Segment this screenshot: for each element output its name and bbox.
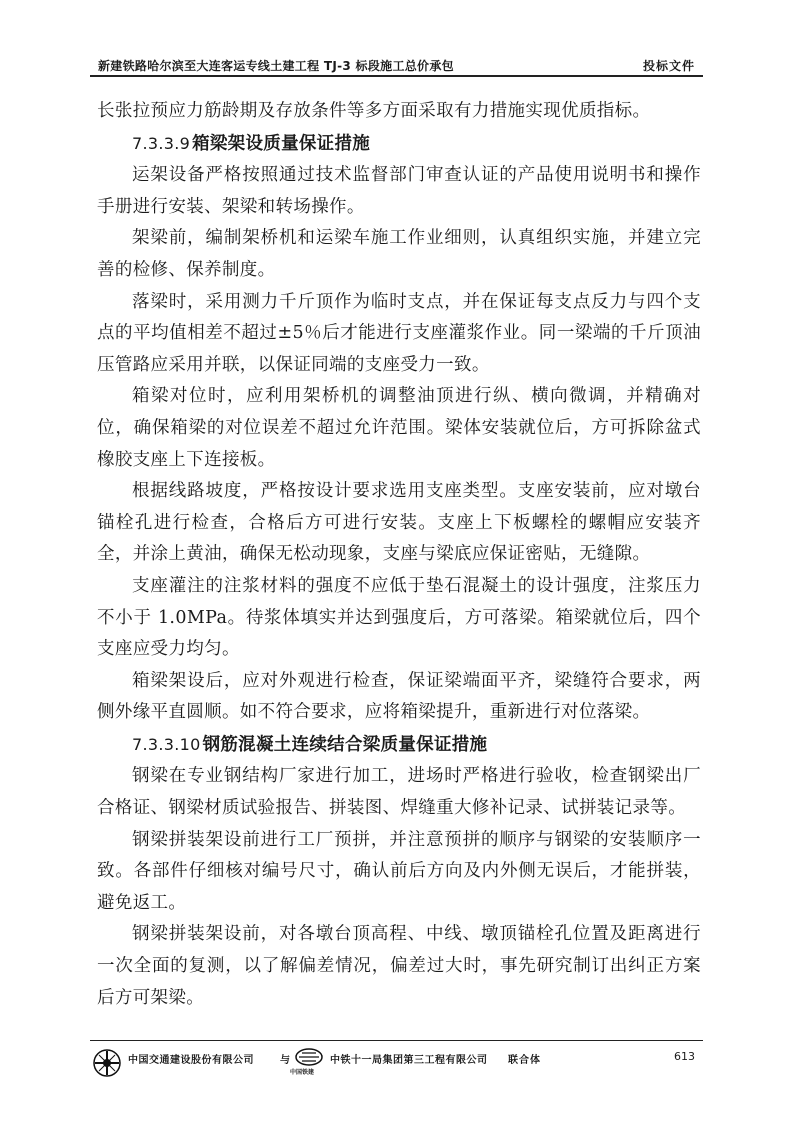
paragraph: 箱梁对位时，应利用架桥机的调整油顶进行纵、横向微调，并精确对位，确保箱梁的对位误差不超过允许范围。梁体安装就位后，方可拆除盆式橡胶支座上下连接板。 [97, 386, 701, 470]
paragraph: 钢梁拼装架设前，对各墩台顶高程、中线、墩顶锚栓孔位置及距离进行一次全面的复测，以了解偏差情况，偏差过大时，事先研究制订出纠正方案后方可架梁。 [97, 924, 701, 1008]
page-number: 613 [674, 1050, 695, 1063]
paragraph: 架梁前，编制架桥机和运梁车施工作业细则，认真组织实施，并建立完善的检修、保养制度。 [97, 228, 701, 280]
footer-joint-venture: 联合体 [508, 1055, 541, 1066]
paragraph: 长张拉预应力筋龄期及存放条件等多方面采取有力措施实现优质指标。 [97, 101, 651, 121]
paragraph: 箱梁架设后，应对外观进行检查，保证梁端面平齐，梁缝符合要求，两侧外缘平直圆顺。如不符合要求，应将箱梁提升，重新进行对位落梁。 [97, 670, 701, 723]
paragraph: 钢梁在专业钢结构厂家进行加工，进场时严格进行验收，检查钢梁出厂合格证、钢梁材质试验报告、拼装图、焊缝重大修补记录、试拼装记录等。 [97, 766, 701, 819]
section-heading [97, 729, 701, 762]
footer-company-2: 中铁十一局集团第三工程有限公司 [330, 1055, 488, 1066]
section-number: 7.3.3.9 [132, 133, 191, 153]
cccc-logo-icon [92, 1048, 122, 1078]
paragraph: 落梁时，采用测力千斤顶作为临时支点，并在保证每支点反力与四个支点的平均值相差不超过±5％后才能进行支座灌浆作业。同一梁端的千斤顶油压管路应采用并联，以保证同端的支座受力一致。 [97, 291, 701, 375]
header-doc-type: 投标文件 [642, 59, 695, 73]
section-number: 7.3.3.10 [132, 734, 201, 754]
paragraph: 运架设备严格按照通过技术监督部门审查认证的产品使用说明书和操作手册进行安装、架梁和转场操作。 [97, 165, 701, 217]
crcc-logo-icon [294, 1047, 324, 1067]
footer-conjunction: 与 [280, 1055, 290, 1066]
crcc-logo-text: 中国铁建 [290, 1069, 315, 1076]
section-title: 箱梁架设质量保证措施 [192, 133, 371, 154]
page-header [90, 53, 703, 77]
page-footer [90, 1040, 703, 1084]
paragraph: 支座灌注的注浆材料的强度不应低于垫石混凝土的设计强度，注浆压力不小于 1.0MPa。待浆体填实并达到强度后，方可落梁。箱梁就位后，四个支座应受力均匀。 [97, 575, 701, 660]
footer-company-1: 中国交通建设股份有限公司 [128, 1055, 254, 1066]
paragraph: 根据线路坡度，严格按设计要求选用支座类型。支座安装前，应对墩台锚栓孔进行检查，合格后方可进行安装。支座上下板螺栓的螺帽应安装齐全，并涂上黄油，确保无松动现象，支座与梁底应保证密贴，无缝隙。 [97, 481, 701, 565]
header-title: 新建铁路哈尔滨至大连客运专线土建工程 TJ-3 标段施工总价承包 [98, 59, 454, 73]
section-heading [97, 128, 701, 161]
section-title: 钢筋混凝土连续结合梁质量保证措施 [202, 734, 488, 755]
paragraph: 钢梁拼装架设前进行工厂预拼，并注意预拼的顺序与钢梁的安装顺序一致。各部件仔细核对编号尺寸，确认前后方向及内外侧无误后，才能拼装，避免返工。 [97, 829, 701, 913]
document-body [97, 96, 701, 1014]
